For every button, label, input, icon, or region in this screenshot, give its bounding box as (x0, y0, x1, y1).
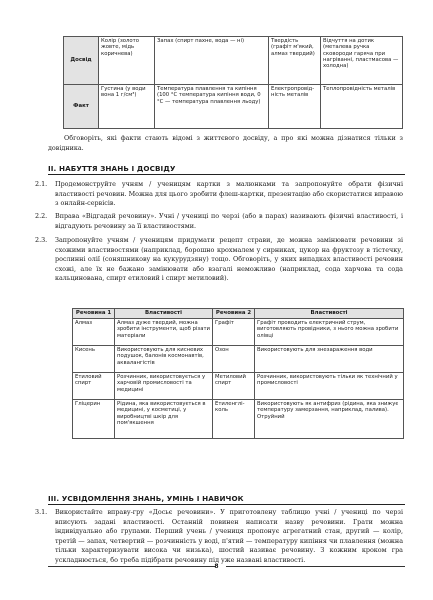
table-cell: Рідина, яка використовується в медицині, у косметиці, у виробництві шкір для пом'якшення (115, 400, 213, 439)
table-row (73, 319, 404, 346)
table-cell: Теплопровідність металів (321, 85, 403, 129)
table-cell: Алмаз (73, 319, 115, 346)
table-cell: Використовують для знезараження води (255, 346, 404, 373)
item-text: Використайте вправу-гру «Досьє речовини». У приготовлену таблицю учні / учениці по черзі вписують задані властивості. Останній повинен написати назву речовини. Грати можна індивідуально або групами. Перший учень / учениця пропонує агрегатний стан, другий — колір, третій — запах, четвертий — розчинність у воді, п'ятий — температуру кипіння чи плавлення (можна тільки характеризувати висока чи низька), шостий називає речовину. З кожним кроком гра ускладнюється, бо треба підібрати речовину під уже названі властивості. (55, 508, 403, 564)
item-text: Продемонструйте учням / ученицям картки з малюнками та запропонуйте обрати фізичні властивості речовин. Можна для цього зробити флеш-картки, презентацію або скористатися вправою з онлайн-сервісів. (55, 180, 403, 208)
table-cell: Температура плавлення та кипіння (100 °С температура кипіння води, 0 °С — температура плавлення льоду) (155, 85, 269, 129)
table-cell: Алмаз дуже твердий, можна зробити інструменти, щоб різати матеріали (115, 319, 213, 346)
section-heading-2: II. НАБУТТЯ ЗНАНЬ І ДОСВІДУ (48, 164, 176, 173)
table-cell: Відчуття на дотик (металева ручка сковороди гаряча при нагріванні, пластмасова — холодна) (321, 37, 403, 85)
column-header: Речовина 1 (73, 309, 115, 319)
intro-paragraph: Обговоріть, які факти стають відомі з життєвого досвіду, а про які можна дізнатися тільки з довідника. (48, 134, 403, 152)
column-header: Властивості (115, 309, 213, 319)
table-cell: Етиленгліколь (213, 400, 255, 439)
table-row (73, 400, 404, 439)
experience-facts-table (63, 36, 403, 129)
section-divider (48, 504, 405, 505)
row-label-experience: Досвід (64, 37, 99, 85)
item-number: 3.1. (35, 508, 48, 516)
table-cell: Кисень (73, 346, 115, 373)
table-cell: Гліцерин (73, 400, 115, 439)
table-row (73, 346, 404, 373)
table-cell: Озон (213, 346, 255, 373)
table-cell: Метиловий спирт (213, 373, 255, 400)
table-cell: Графіт проводить електричний струм, виготовляють провідники, з нього можна зробити олівці (255, 319, 404, 346)
table-cell: Використовують для кисневих подушок, балонів космонавтів, аквалангістів (115, 346, 213, 373)
table-row (64, 37, 403, 85)
table-cell: Графіт (213, 319, 255, 346)
item-text: Запропонуйте учням / ученицям придумати рецепт страви, де можна замінювати речовини зі схожими властивостями (наприклад, борошно крохмалем у сирниках, цукор на фруктозу в тістечку, рослинні олії (соняшникову на кукурудзяну) тощо. Обговоріть, у яких випадках властивості речовин схожі, але їх не бажано замінювати або взагалі неможливо (наприклад, сода харчова та сода кальцинована, спирт етиловий і спирт метиловий). (55, 236, 403, 283)
item-number: 2.3. (35, 236, 48, 244)
table-cell: Густина (у води вона 1 г/см³) (99, 85, 155, 129)
item-number: 2.2. (35, 212, 48, 220)
section-divider (48, 174, 405, 175)
table-header-row (73, 309, 404, 319)
column-header: Речовина 2 (213, 309, 255, 319)
table-cell: Твердість (графіт м'який, алмаз твердий) (269, 37, 321, 85)
section-heading-3: III. УСВІДОМЛЕННЯ ЗНАНЬ, УМІНЬ І НАВИЧОК (48, 494, 244, 503)
page-number: 8 (214, 563, 219, 570)
table-cell: Електропровідність металів (269, 85, 321, 129)
table-cell: Розчинник, використовують тільки як технічний у промисловості (255, 373, 404, 400)
item-number: 2.1. (35, 180, 48, 188)
table-cell: Використовують як антифриз (рідина, яка знижує температуру замерзання, наприклад, палива). Отруйний (255, 400, 404, 439)
table-row (73, 373, 404, 400)
table-cell: Етиловий спирт (73, 373, 115, 400)
table-cell: Колір (золото жовте, мідь коричнева) (99, 37, 155, 85)
table-cell: Розчинник, використовується у харчовій промисловості та медицині (115, 373, 213, 400)
table-row (64, 85, 403, 129)
column-header: Властивості (255, 309, 404, 319)
row-label-fact: Факт (64, 85, 99, 129)
table-cell: Запах (спирт пахне, вода — ні) (155, 37, 269, 85)
substance-properties-table (72, 308, 404, 439)
item-text: Вправа «Відгадай речовину». Учні / учениці по черзі (або в парах) називають фізичні властивості, і відгадують речовину за її властивостями. (55, 212, 403, 230)
